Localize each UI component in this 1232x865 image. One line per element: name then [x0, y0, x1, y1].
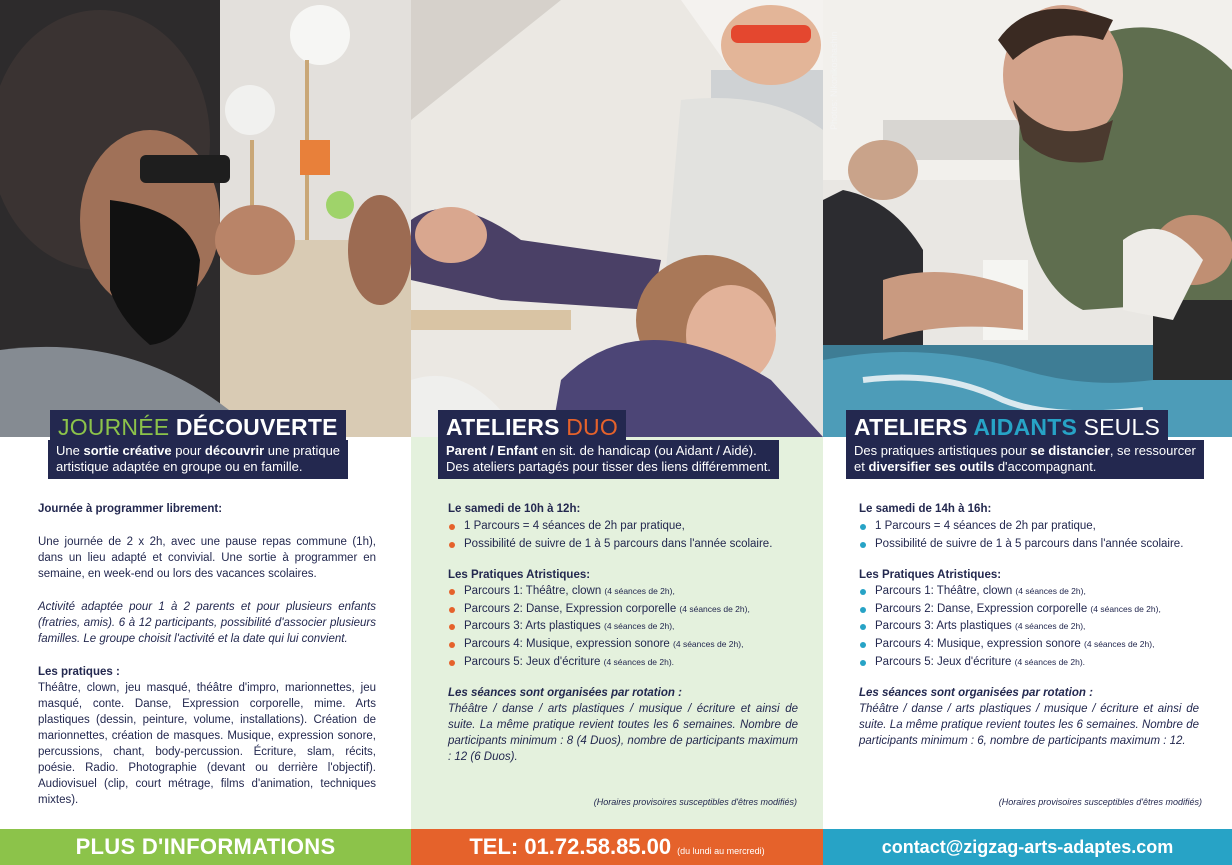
practice-note: (4 séances de 2h). [1014, 656, 1086, 667]
practice-note: (4 séances de 2h), [1084, 638, 1155, 649]
practices-text: Théâtre, clown, jeu masqué, théâtre d'impro, marionnettes, jeu masqué, conte. Danse, Expression corporelle, mime. Arts plastiques (dessin, peinture, volume, installations). Création de marionnettes, création de masques. Musique, expression sonore, percussions, chant, body-percussion. Écriture, slam, récits, poésie. Radio. Photographie (devant ou derrière l'objectif). Audiovisuel (clip, court métrage, films d'animation, techniques mixtes). [38, 682, 376, 806]
section-title [50, 410, 346, 442]
practice-label: Parcours 2: Danse, Expression corporelle [464, 602, 677, 615]
practice-label: Parcours 3: Arts plastiques [464, 620, 601, 633]
section-title [846, 410, 1168, 442]
body-heading: Journée à programmer librement: [38, 503, 223, 515]
list-item [448, 654, 798, 672]
title-accent: DUO [566, 414, 618, 440]
footer-email[interactable] [823, 829, 1232, 865]
rotation-text: Théâtre / danse / arts plastiques / musique / écriture et ainsi de suite. La même pratique revient toutes les 6 semaines. Nombre de participants minimum : 8 (4 Duos), nombre de participants maximum : 12 (6 Duos). [448, 703, 798, 764]
subtitle-text: , se ressourcer [1109, 443, 1196, 458]
footnote: (Horaires provisoires susceptibles d'êtres modifiés) [998, 797, 1202, 807]
list-item: 1 Parcours = 4 séances de 2h par pratique, [448, 518, 798, 536]
practices-list [448, 583, 798, 671]
practices-heading: Les pratiques : [38, 666, 120, 678]
list-item [448, 583, 798, 601]
practice-note: (4 séances de 2h), [679, 603, 750, 614]
list-item: Possibilité de suivre de 1 à 5 parcours dans l'année scolaire. [448, 536, 798, 554]
footer-info-text: PLUS D'INFORMATIONS [75, 834, 336, 859]
subtitle-text: Des ateliers partagés pour tisser des liens différemment. [446, 459, 771, 474]
list-item [448, 636, 798, 654]
list-item: Possibilité de suivre de 1 à 5 parcours dans l'année scolaire. [859, 536, 1199, 554]
schedule-heading: Le samedi de 14h à 16h: [859, 503, 992, 515]
practice-label: Parcours 1: Théâtre, clown [464, 585, 602, 598]
list-item [859, 654, 1199, 672]
section-subtitle [846, 440, 1204, 479]
list-item [859, 601, 1199, 619]
schedule-list [448, 518, 798, 553]
section-body [448, 501, 798, 765]
list-item [448, 601, 798, 619]
practice-label: Parcours 5: Jeux d'écriture [464, 655, 601, 668]
practices-heading: Les Pratiques Atristiques: [859, 569, 1002, 582]
subtitle-bold: diversifier ses outils [868, 459, 995, 474]
subtitle-text: une pratique [264, 443, 341, 458]
practice-note: (4 séances de 2h), [1015, 621, 1086, 632]
subtitle-text: d'accompagnant. [994, 459, 1097, 474]
title-main: ATELIERS [854, 414, 968, 440]
schedule-heading: Le samedi de 10h à 12h: [448, 503, 581, 515]
title-main: ATELIERS [446, 414, 560, 440]
practices-list [859, 583, 1199, 671]
practice-note: (4 séances de 2h), [604, 586, 675, 597]
subtitle-text: et [854, 459, 869, 474]
practice-label: Parcours 3: Arts plastiques [875, 620, 1012, 633]
section-title [438, 410, 626, 442]
photo-adults-painting-workshop [823, 0, 1232, 437]
subtitle-bold: Parent / Enfant [446, 443, 538, 458]
email-link[interactable]: contact@zigzag-arts-adaptes.com [881, 836, 1174, 857]
title-main: DÉCOUVERTE [175, 414, 338, 440]
section-subtitle [438, 440, 779, 479]
body-paragraph-italic: Activité adaptée pour 1 à 2 parents et pour plusieurs enfants (fratries, amis). 6 à 12 participants, possibilité d'associer plusieurs familles. Le groupe choisit l'activité et la date qui lui convient. [38, 601, 376, 645]
rotation-heading: Les séances sont organisées par rotation : [859, 687, 1093, 700]
practice-note: (4 séances de 2h), [1090, 603, 1161, 614]
list-item: 1 Parcours = 4 séances de 2h par pratique, [859, 518, 1199, 536]
practice-label: Parcours 1: Théâtre, clown [875, 585, 1013, 598]
subtitle-text: en sit. de handicap (ou Aidant / Aidé). [537, 443, 757, 458]
title-accent: JOURNÉE [58, 414, 170, 440]
practice-label: Parcours 2: Danse, Expression corporelle [875, 602, 1088, 615]
photo-credit: Photos: Nikonikoshashin [829, 31, 839, 130]
practice-label: Parcours 4: Musique, expression sonore [875, 637, 1081, 650]
footnote: (Horaires provisoires susceptibles d'êtres modifiés) [593, 797, 797, 807]
list-item [859, 636, 1199, 654]
photo-person-painting-sculpture [0, 0, 411, 437]
rotation-text: Théâtre / danse / arts plastiques / musique / écriture et ainsi de suite. La même pratique revient toutes les 6 semaines. Nombre de participants minimum : 6, nombre de participants maximum : 12. [859, 703, 1199, 748]
practice-note: (4 séances de 2h), [1015, 586, 1086, 597]
list-item [859, 618, 1199, 636]
practice-note: (4 séances de 2h), [673, 638, 744, 649]
subtitle-text: pour [171, 443, 205, 458]
title-end: SEULS [1083, 414, 1161, 440]
phone-hours-note: (du lundi au mercredi) [677, 846, 765, 856]
practice-label: Parcours 4: Musique, expression sonore [464, 637, 670, 650]
footer-more-info [0, 829, 411, 865]
subtitle-text: artistique adaptée en groupe ou en famille. [56, 459, 303, 474]
subtitle-bold: se distancier [1030, 443, 1110, 458]
practice-note: (4 séances de 2h), [604, 621, 675, 632]
subtitle-text: Une [56, 443, 84, 458]
list-item [448, 618, 798, 636]
practice-note: (4 séances de 2h). [603, 656, 675, 667]
body-paragraph: Une journée de 2 x 2h, avec une pause repas commune (1h), dans un lieu adapté et convivial. Une sortie à programmer en semaine, en week-end ou lors des vacances scolaires. [38, 536, 376, 580]
footer-phone[interactable] [411, 829, 823, 865]
section-body [859, 501, 1199, 749]
column-ateliers-duo [411, 0, 823, 865]
section-subtitle [48, 440, 348, 479]
subtitle-bold: sortie créative [83, 443, 172, 458]
list-item [859, 583, 1199, 601]
practice-label: Parcours 5: Jeux d'écriture [875, 655, 1012, 668]
subtitle-text: Des pratiques artistiques pour [854, 443, 1031, 458]
schedule-list [859, 518, 1199, 553]
phone-number[interactable]: TEL: 01.72.58.85.00 [469, 834, 672, 859]
column-journee-decouverte [0, 0, 411, 865]
practices-heading: Les Pratiques Atristiques: [448, 569, 591, 582]
photo-parent-child-blindfold [411, 0, 823, 437]
rotation-heading: Les séances sont organisées par rotation : [448, 687, 682, 700]
column-ateliers-aidants-seuls [823, 0, 1232, 865]
subtitle-bold: découvrir [204, 443, 265, 458]
title-accent: AIDANTS [973, 414, 1077, 440]
section-body [38, 501, 376, 808]
